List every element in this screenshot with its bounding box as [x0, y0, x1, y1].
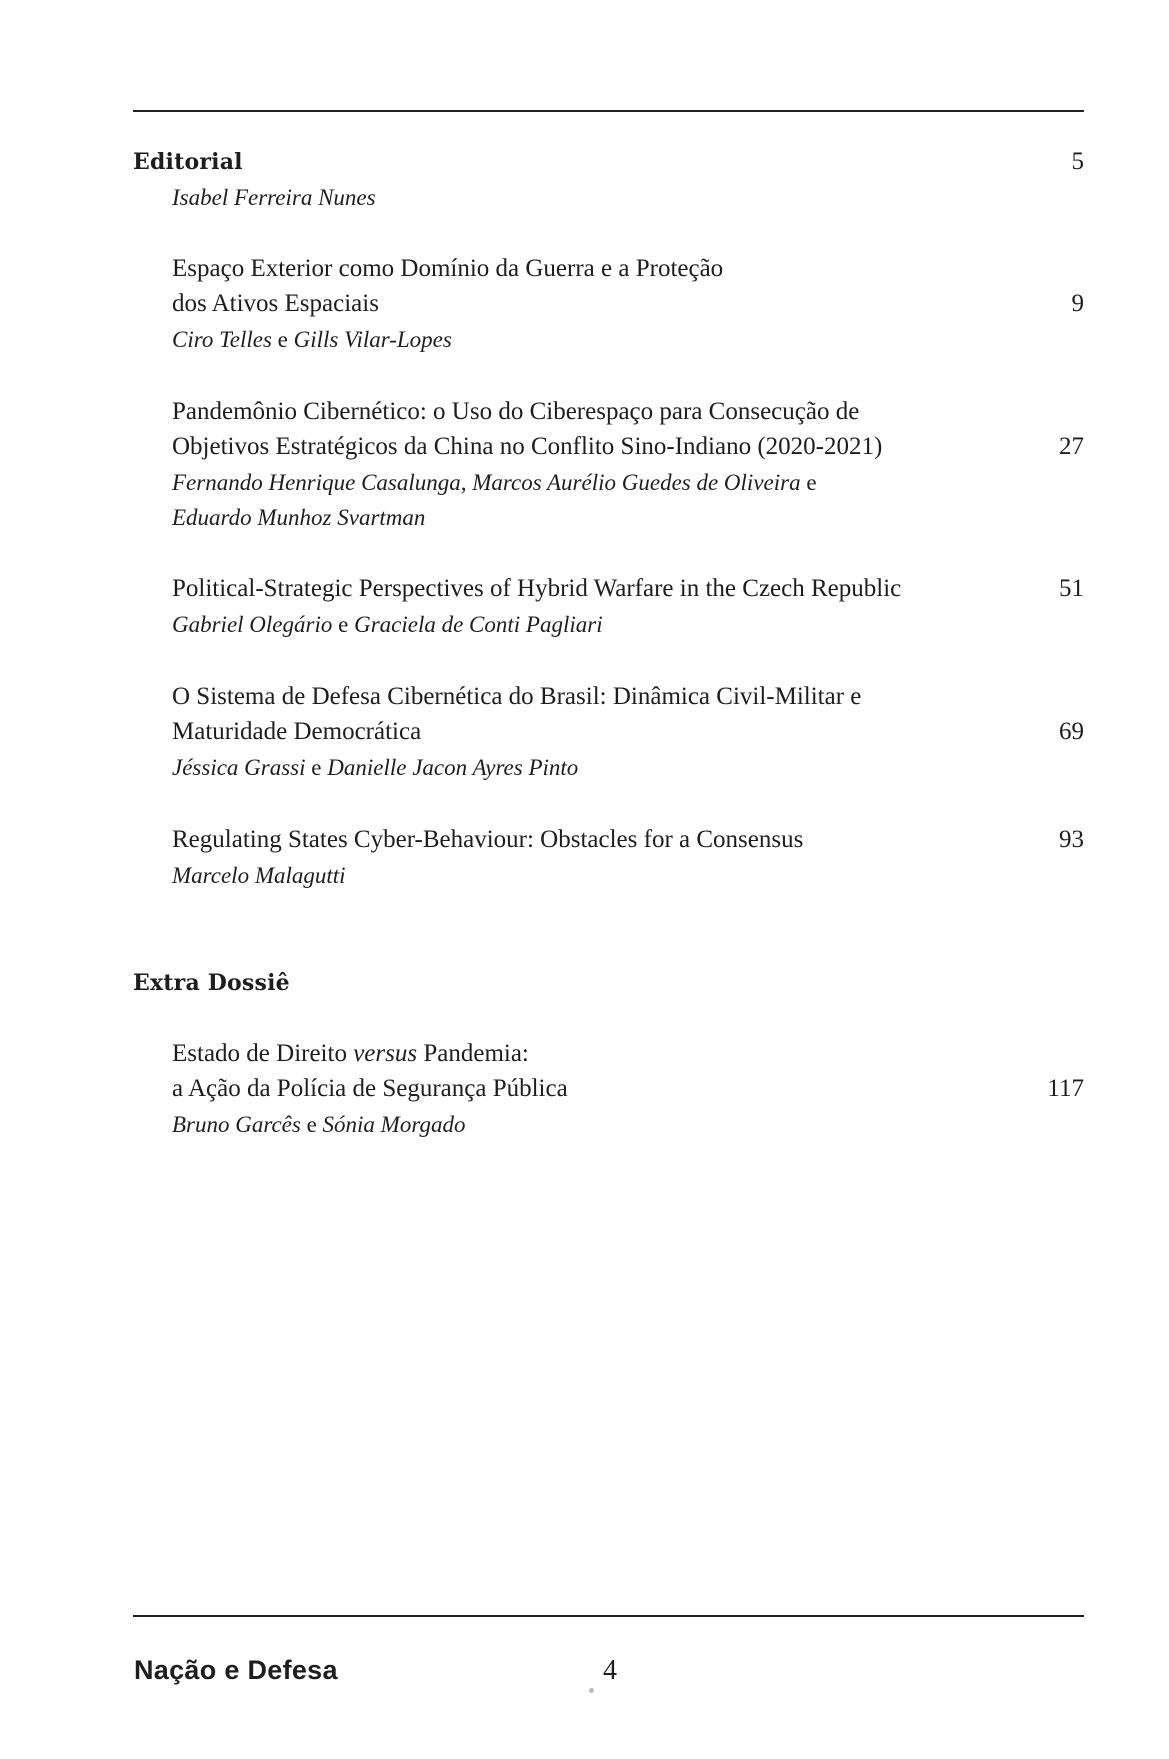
entry-title-line: Regulating States Cyber-Behaviour: Obstacles for a Consensus — [172, 826, 804, 853]
page-number-editorial[interactable]: 5 — [1071, 148, 1084, 175]
scan-speck — [589, 1688, 594, 1693]
entry-authors: Ciro Telles e Gills Vilar-Lopes — [172, 327, 452, 352]
entry-title-line: Pandemônio Cibernético: o Uso do Ciberespaço para Consecução de — [172, 398, 860, 425]
journal-title: Nação e Defesa — [134, 1655, 338, 1685]
bottom-rule — [133, 1615, 1084, 1617]
entry-title-line: Estado de Direito versus Pandemia: — [172, 1040, 529, 1067]
entry-page-number: 51 — [1059, 575, 1084, 602]
entry-authors: Bruno Garcês e Sónia Morgado — [172, 1112, 466, 1137]
section-heading-extra-dossie: Extra Dossiê — [133, 970, 290, 996]
entry-authors: Fernando Henrique Casalunga, Marcos Aurélio Guedes de Oliveira e — [172, 470, 817, 495]
entry-title-line: Maturidade Democrática — [172, 718, 422, 745]
entry-page-number: 9 — [1071, 290, 1084, 317]
entry-authors: Gabriel Olegário e Graciela de Conti Pagliari — [172, 612, 603, 637]
top-rule — [133, 110, 1084, 112]
section-heading-editorial: Editorial — [133, 149, 243, 175]
entry-page-number: 117 — [1047, 1075, 1084, 1102]
entry-title-line: O Sistema de Defesa Cibernética do Brasil: Dinâmica Civil-Militar e — [172, 683, 862, 710]
entry-authors: Jéssica Grassi e Danielle Jacon Ayres Pinto — [172, 755, 579, 780]
entry-page-number: 93 — [1059, 826, 1084, 853]
entry-authors: Marcelo Malagutti — [172, 863, 346, 888]
editorial-author: Isabel Ferreira Nunes — [172, 185, 376, 210]
entry-authors: Eduardo Munhoz Svartman — [172, 505, 426, 530]
entry-title-line: Political-Strategic Perspectives of Hybrid Warfare in the Czech Republic — [172, 575, 902, 602]
footer-page-number: 4 — [603, 1655, 617, 1686]
entry-title-line: dos Ativos Espaciais — [172, 290, 379, 317]
entry-title-line: Objetivos Estratégicos da China no Conflito Sino-Indiano (2020-2021) — [172, 433, 883, 460]
entry-page-number: 27 — [1059, 433, 1084, 460]
entry-title-line: Espaço Exterior como Domínio da Guerra e a Proteção — [172, 255, 724, 282]
entry-page-number: 69 — [1059, 718, 1084, 745]
entry-title-line: a Ação da Polícia de Segurança Pública — [172, 1075, 568, 1102]
